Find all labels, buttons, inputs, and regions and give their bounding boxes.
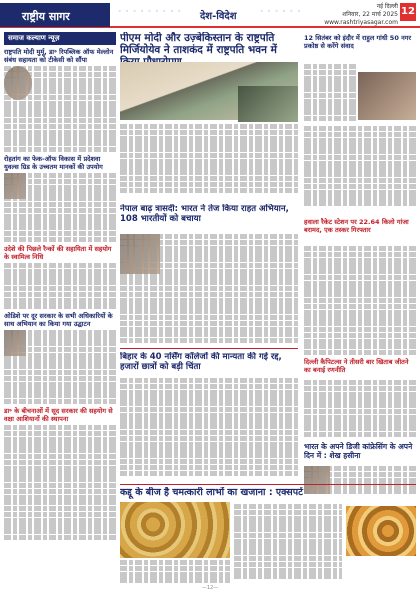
pumpkin-photo xyxy=(346,506,416,556)
left-story-title[interactable]: डा॰ के बीचनाओं में सूद सरकार की सहयोग से वक्षा आशियानों की स्थापना xyxy=(4,407,113,424)
cricket-body xyxy=(304,380,416,440)
left-section-label: समाज कल्याण न्यूज़ xyxy=(4,32,116,45)
decor-dots-left: ◦ ◦ ◦ ◦ ◦ ◦ ◦ ◦ ◦ xyxy=(118,8,183,15)
nepal-headline[interactable]: नेपाल बाढ़ त्रासदी: भारत ने तेज किया राहत अभियान, 108 भारतीयों को बचाया xyxy=(120,204,289,224)
hawala-headline[interactable]: हवाला रैकेट स्टेशन पर 22.64 किलो गांजा बरामद, एक तस्कर गिरफ्तार xyxy=(304,218,409,234)
pumpkin-headline[interactable]: कद्दू के बीज है चमत्कारी लाभों का खजाना : एक्सपर्ट xyxy=(120,487,303,498)
page-number: 12 xyxy=(400,3,416,21)
bihar-body xyxy=(120,378,298,480)
pumpkin-headline-box xyxy=(120,487,416,501)
brand-logo: राष्ट्रीय सागर xyxy=(0,3,110,27)
page-footer: —12— xyxy=(201,585,219,591)
hawala-headline-box xyxy=(304,218,416,244)
left-story-title[interactable]: राष्ट्रपति मोदी मुर्मू, डा॰ रिपब्लिक ऑफ मेल्लोन संबंध सहायता को टीकेसी को सौंपा xyxy=(4,48,114,64)
left-story-body xyxy=(4,425,116,540)
page-header xyxy=(0,0,420,28)
side-story-headline[interactable]: 12 सितंबर को इंदौर में राहुल गांधी 50 नगर प्रकोष्ठ से करेंगे संवाद xyxy=(304,34,412,50)
left-story-title[interactable]: उदेशे की पिछले रैन्कों की सहायिता में सहयोग के स्वामित्व निधि xyxy=(4,244,112,261)
left-story-title[interactable]: रोहतांग का फेक-ऑफ विकास में प्रदेशवा युवल्स ग्रिड के उच्चतम मानकों की उपयोग xyxy=(4,155,103,172)
cricket-headline-box xyxy=(304,358,416,378)
left-column xyxy=(4,32,116,584)
side-body-cont xyxy=(304,126,416,216)
india-headline[interactable]: भारत के अपने डिजी कांफ्रेसिंग के अपने दिन में : शेख हसीना xyxy=(304,442,413,460)
pumpkin-body-left xyxy=(120,560,230,584)
side-story-photo xyxy=(358,72,416,120)
divider xyxy=(120,484,416,485)
bihar-headline-box xyxy=(120,352,298,376)
masthead-site[interactable]: www.rashtriyasagar.com xyxy=(324,19,398,26)
masthead-info xyxy=(324,3,398,27)
left-story-body xyxy=(4,330,116,405)
lead-inset-photo xyxy=(238,86,298,122)
main-area xyxy=(120,32,416,584)
side-story-body xyxy=(304,64,356,124)
section-title: देश-विदेश xyxy=(200,11,237,22)
pumpkin-body xyxy=(234,504,342,582)
hawala-body xyxy=(304,246,416,356)
left-story-body xyxy=(4,263,116,309)
cricket-headline[interactable]: दिल्ली कैपिटल्स ने तीसरी बार खिताब जीतने का बनाई रणनीति xyxy=(304,358,409,374)
masthead-city: नई दिल्ली xyxy=(376,3,398,10)
lead-headline[interactable]: पीएम मोदी और उज़्बेकिस्तान के राष्ट्रपति मिर्जियोयेव ने ताशकंद में राष्ट्रपति भवन में xyxy=(120,32,277,56)
left-story-body xyxy=(4,66,116,152)
divider xyxy=(120,348,298,349)
nepal-headline-box xyxy=(120,204,298,230)
nepal-body xyxy=(120,234,298,344)
decor-dots-right: ◦ ◦ ◦ ◦ ◦ ◦ xyxy=(260,8,302,15)
india-headline-box xyxy=(304,442,416,464)
bihar-headline[interactable]: बिहार के 40 नर्सिंग कॉलेजों की मान्यता की गई रद्द, हजारों छात्रों को बड़ी चिंता xyxy=(120,352,282,372)
left-story-title[interactable]: ओडिशे पर दूर सरकार के सभी अधिकारियों के साथ अभियान का किया गया उद्घाटन xyxy=(4,311,113,328)
pumpkin-seeds-photo xyxy=(120,502,230,558)
left-story-body xyxy=(4,173,116,242)
masthead-date: शनिवार, 22 मार्च 2025 xyxy=(342,11,398,18)
lead-body xyxy=(120,124,298,198)
